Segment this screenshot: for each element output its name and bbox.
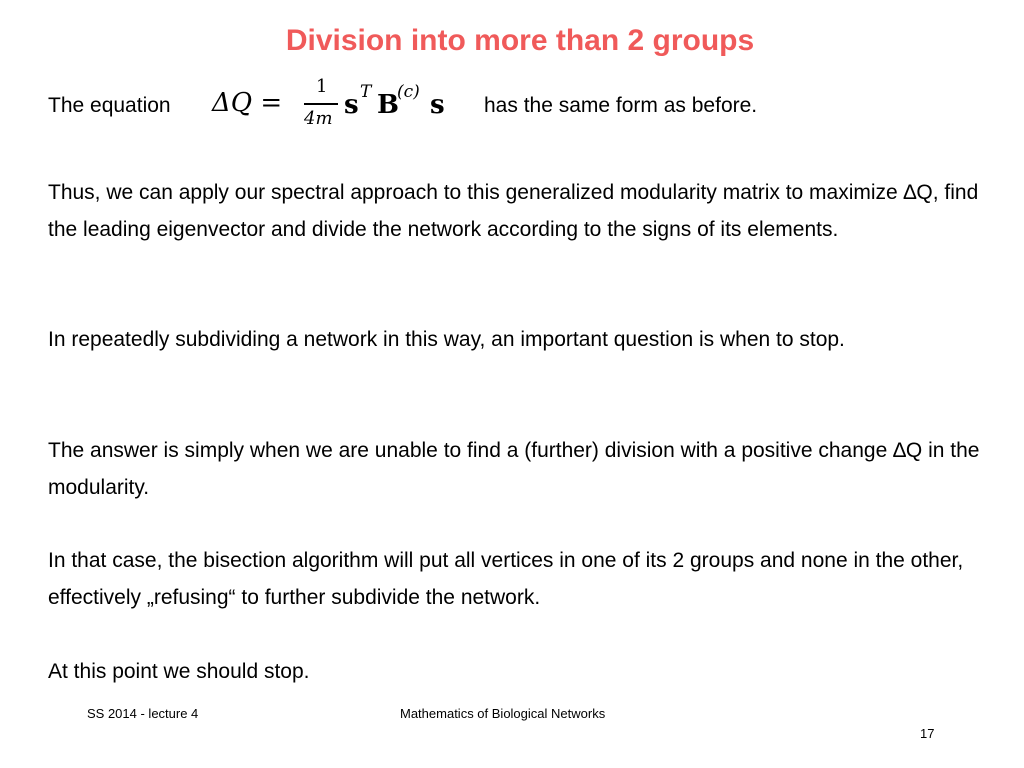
paragraph-stop: At this point we should stop.: [48, 660, 310, 683]
formula-b: B: [377, 90, 399, 120]
formula-fraction-bar: [304, 103, 338, 105]
formula-s: s: [344, 90, 359, 120]
formula-numerator: 1: [316, 76, 328, 97]
formula-delta-q: ΔQ =: [212, 88, 283, 118]
paragraph-spectral-approach: Thus, we can apply our spectral approach to this generalized modularity matrix to maximize ∆Q, find the leading eigenvector and divide the network according to the signs of its elements.: [48, 181, 979, 241]
formula-superscript-t: T: [360, 82, 372, 102]
formula-denominator: 4m: [304, 108, 333, 129]
footer-lecture: SS 2014 - lecture 4: [87, 706, 199, 721]
formula-superscript-c: (c): [397, 82, 420, 102]
equation-after: has the same form as before.: [484, 94, 758, 117]
footer-course-title: Mathematics of Biological Networks: [400, 706, 606, 721]
paragraph-when-to-stop: In repeatedly subdividing a network in this way, an important question is when to stop.: [48, 328, 845, 351]
paragraph-answer: The answer is simply when we are unable to find a (further) division with a positive change ∆Q in the modularity.: [48, 439, 980, 499]
formula-s-end: s: [430, 90, 445, 120]
paragraph-bisection: In that case, the bisection algorithm will put all vertices in one of its 2 groups and none in the other, effectively „refusing“ to further subdivide the network.: [48, 549, 964, 609]
page-number: 17: [920, 726, 935, 741]
slide-title: Division into more than 2 groups: [285, 24, 755, 57]
equation-intro: The equation: [48, 94, 171, 117]
